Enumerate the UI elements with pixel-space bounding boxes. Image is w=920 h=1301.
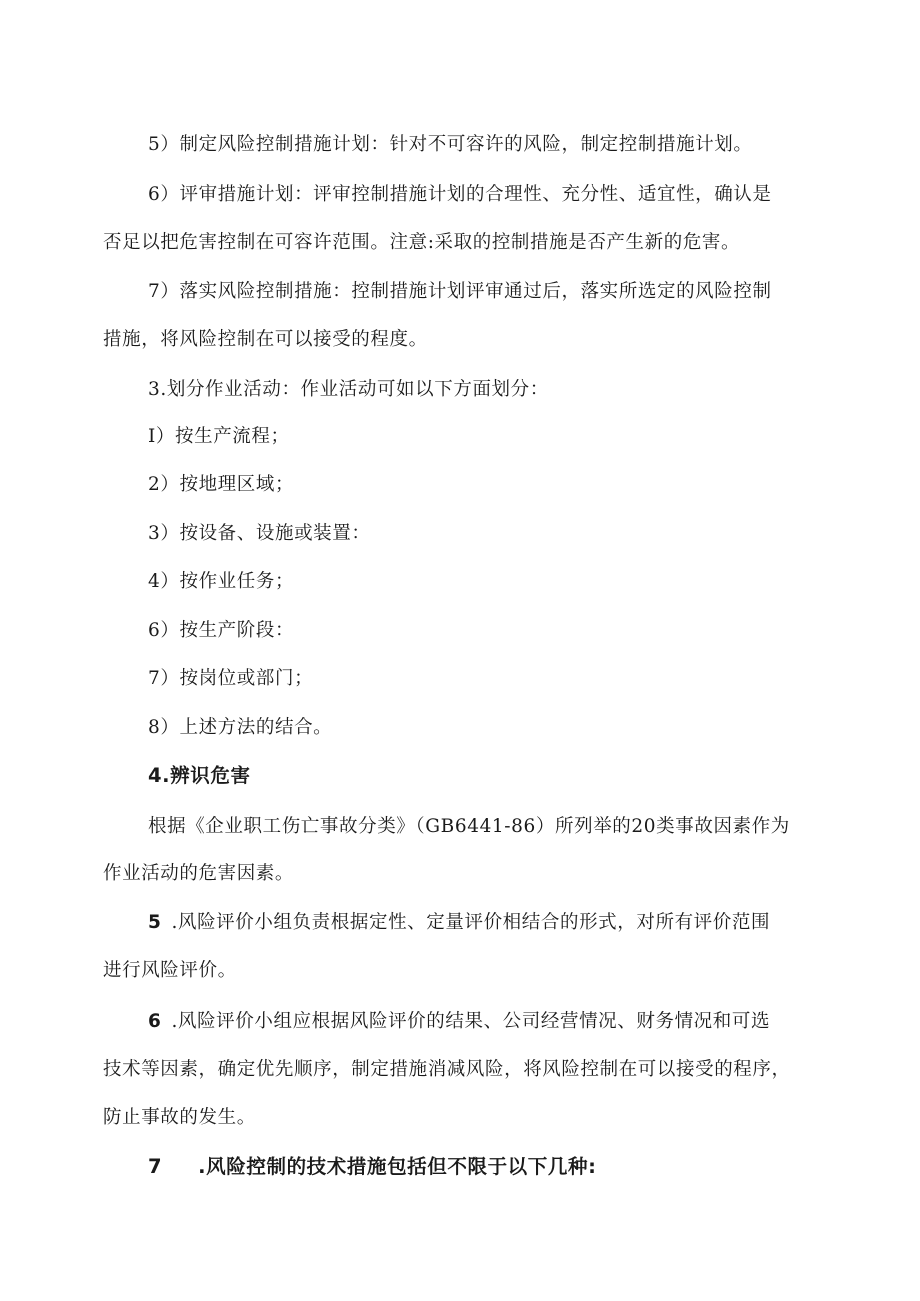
paragraph-number: 7: [148, 1155, 163, 1178]
list-item: 4）按作业任务；: [148, 571, 295, 592]
list-item: 6）按生产阶段：: [148, 620, 295, 641]
list-item: 3）按设备、设施或装置：: [148, 523, 371, 544]
paragraph-text: .风险评价小组应根据风险评价的结果、公司经营情况、财务情况和可选: [171, 1011, 771, 1032]
paragraph-text: .风险控制的技术措施包括但不限于以下几种:: [198, 1155, 597, 1178]
section-heading: [148, 764, 251, 788]
text-line: 防止事故的发生。: [103, 1107, 256, 1128]
list-item: 7）按岗位或部门；: [148, 668, 314, 689]
paragraph-text: .风险评价小组负责根据定性、定量评价相结合的形式，对所有评价范围: [171, 912, 771, 933]
text-line: 6）评审措施计划：评审控制措施计划的合理性、充分性、适宜性，确认是: [148, 184, 772, 205]
paragraph-number: 5: [148, 912, 162, 933]
paragraph-number: 6: [148, 1011, 162, 1032]
numbered-heading-7: [148, 1155, 596, 1179]
text-line: 7）落实风险控制措施：控制措施计划评审通过后，落实所选定的风险控制: [148, 281, 772, 302]
text-line: 5）制定风险控制措施计划：针对不可容许的风险，制定控制措施计划。: [148, 134, 753, 155]
numbered-paragraph-6: [148, 1010, 770, 1034]
text-line: 进行风险评价。: [103, 960, 237, 981]
section-heading-text: 4.辨识危害: [148, 764, 251, 787]
list-item: 2）按地理区域；: [148, 474, 295, 495]
text-line: 根据《企业职工伤亡事故分类》（GB6441-86）所列举的20类事故因素作为: [148, 816, 790, 837]
text-line: 措施，将风险控制在可以接受的程度。: [103, 329, 428, 350]
text-line: 3.划分作业活动：作业活动可如以下方面划分：: [148, 379, 549, 400]
text-line: 技术等因素，确定优先顺序，制定措施消减风险，将风险控制在可以接受的程序，: [103, 1059, 791, 1080]
text-line: 否足以把危害控制在可容许范围。注意:采取的控制措施是否产生新的危害。: [103, 232, 741, 253]
numbered-paragraph-5: [148, 911, 770, 935]
list-item: I）按生产流程；: [148, 426, 290, 447]
text-line: 作业活动的危害因素。: [103, 863, 295, 884]
list-item: 8）上述方法的结合。: [148, 717, 333, 738]
